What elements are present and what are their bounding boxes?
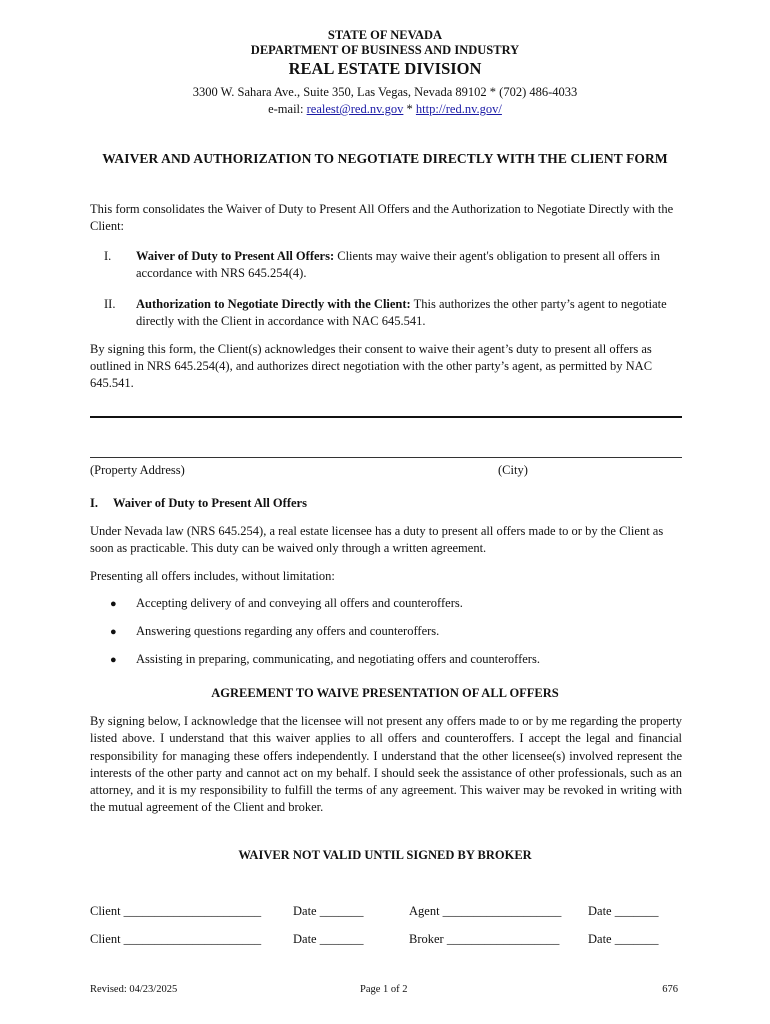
intro-item-text xyxy=(136,248,682,283)
property-address-label: (Property Address) xyxy=(90,463,185,477)
agent-signature-field[interactable]: Agent ___________________ xyxy=(409,904,562,918)
client-date-field[interactable]: Date _______ xyxy=(293,904,364,918)
bullet-icon: ● xyxy=(110,653,117,666)
office-address: 3300 W. Sahara Ave., Suite 350, Las Vegas, Nevada 89102 * (702) 486-4033 xyxy=(192,85,578,99)
email-prefix: e-mail: xyxy=(268,102,307,116)
list-item-text: Accepting delivery of and conveying all offers and counteroffers. xyxy=(136,595,463,610)
city-label: (City) xyxy=(498,463,528,477)
intro-section xyxy=(90,201,682,392)
includes-text: Presenting all offers includes, without limitation: xyxy=(90,568,335,583)
section-number: I. xyxy=(90,496,98,510)
waiver-section-body xyxy=(90,523,682,669)
list-item-text: Assisting in preparing, communicating, and negotiating offers and counteroffers. xyxy=(136,651,540,666)
email-link[interactable]: realest@red.nv.gov xyxy=(306,102,404,116)
broker-notice: WAIVER NOT VALID UNTIL SIGNED BY BROKER xyxy=(238,848,532,862)
broker-signature-field[interactable]: Broker __________________ xyxy=(409,932,560,946)
state-name: STATE OF NEVADA xyxy=(327,28,443,42)
client-date-field[interactable]: Date _______ xyxy=(293,932,364,946)
contact-separator: * xyxy=(403,102,416,116)
address-labels xyxy=(90,462,682,479)
bullet-icon: ● xyxy=(110,597,117,610)
intro-item-number: I. xyxy=(104,248,112,263)
property-address-field[interactable] xyxy=(90,457,682,458)
division-name: REAL ESTATE DIVISION xyxy=(288,59,482,78)
broker-date-field[interactable]: Date _______ xyxy=(588,932,659,946)
client-signature-field[interactable]: Client ______________________ xyxy=(90,904,262,918)
intro-item xyxy=(90,248,682,283)
contact-line xyxy=(0,101,770,118)
section-heading xyxy=(90,495,307,512)
page-number: Page 1 of 2 xyxy=(360,984,408,995)
law-paragraph: Under Nevada law (NRS 645.254), a real estate licensee has a duty to present all offers made to or by the Client as soon as practicable. This duty can be waived only through a written agreement. xyxy=(90,524,664,556)
intro-item-body: Clients may waive their agent's obligation to present all offers in accordance with NRS 645.254(4). xyxy=(136,248,661,280)
client-signature-field[interactable]: Client ______________________ xyxy=(90,932,262,946)
letterhead xyxy=(0,0,770,169)
intro-item-body: This authorizes the other party’s agent to negotiate directly with the Client in accordance with NAC 645.541. xyxy=(136,297,667,329)
section-title: Waiver of Duty to Present All Offers xyxy=(113,496,307,510)
offers-list xyxy=(90,595,682,669)
agreement-paragraph: By signing below, I acknowledge that the licensee will not present any offers made to or by me regarding the property listed above. I understand that this waiver applies to all offers and counteroffers. I accept the legal and financial responsibility for managing these offers independently. I understand that the other licensee(s) involved represent the interests of the other party and cannot act on my behalf. I should seek the assistance of other professionals, such as an attorney, and it is my responsibility to fulfill the terms of any agreement. This waiver may be revoked in writing with the mutual agreement of the Client and broker. xyxy=(90,714,682,815)
agent-date-field[interactable]: Date _______ xyxy=(588,904,659,918)
list-item-text: Answering questions regarding any offers and counteroffers. xyxy=(136,623,440,638)
intro-item-text xyxy=(136,296,682,331)
section-divider xyxy=(90,416,682,418)
intro-item-heading: Authorization to Negotiate Directly with the Client: xyxy=(136,297,411,311)
intro-item xyxy=(90,296,682,331)
website-link[interactable]: http://red.nv.gov/ xyxy=(415,102,502,116)
intro-item-number: II. xyxy=(104,297,116,311)
revision-date: Revised: 04/23/2025 xyxy=(90,984,178,995)
form-title: WAIVER AND AUTHORIZATION TO NEGOTIATE DIRECTLY WITH THE CLIENT FORM xyxy=(102,151,668,166)
bullet-icon: ● xyxy=(110,625,117,638)
consent-paragraph: By signing this form, the Client(s) acknowledges their consent to waive their agent’s duty to present all offers as outlined in NRS 645.254(4), and authorizes direct negotiation with the other party’s agent, as permitted by NAC 645.541. xyxy=(90,341,653,390)
list-item xyxy=(90,651,682,669)
agreement-title: AGREEMENT TO WAIVE PRESENTATION OF ALL OFFERS xyxy=(211,686,559,700)
form-number: 676 xyxy=(662,984,678,995)
department-name: DEPARTMENT OF BUSINESS AND INDUSTRY xyxy=(250,43,520,57)
list-item xyxy=(90,623,682,641)
intro-text: This form consolidates the Waiver of Duty to Present All Offers and the Authorization to Negotiate Directly with the Client: xyxy=(90,202,674,234)
intro-item-heading: Waiver of Duty to Present All Offers: xyxy=(136,248,335,263)
list-item xyxy=(90,595,682,613)
